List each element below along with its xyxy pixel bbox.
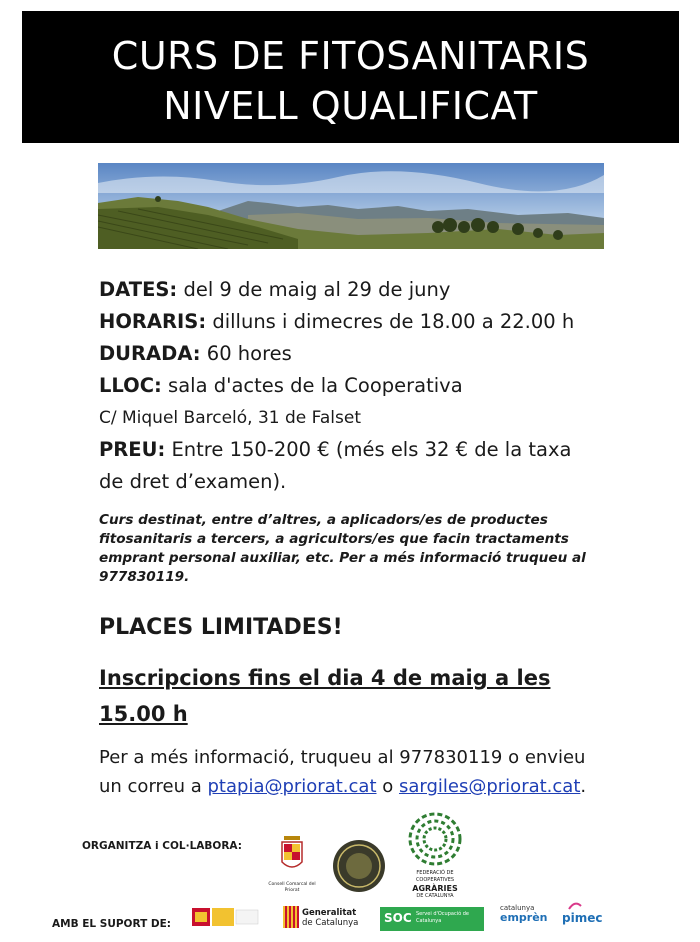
preu-value: Entre 150-200 € (més els 32 € de la taxa xyxy=(171,438,572,461)
title-line-1: CURS DE FITOSANITARIS xyxy=(111,34,590,78)
preu-label: PREU: xyxy=(99,438,166,461)
empren-text: emprèn xyxy=(500,911,548,924)
preu-row xyxy=(99,434,659,466)
title-banner xyxy=(22,11,679,143)
dates-value: del 9 de maig al 29 de juny xyxy=(183,278,451,301)
inscription-deadline xyxy=(99,660,579,732)
fcac-text-1: FEDERACIÓ DE xyxy=(416,870,454,876)
contact-prefix: un correu a xyxy=(99,776,208,797)
soc-logo xyxy=(380,907,484,931)
pimec-text: pimec xyxy=(562,911,603,925)
fcac-text-4: DE CATALUNYA xyxy=(416,893,454,899)
consell-comarcal-logo xyxy=(262,832,322,893)
vineyard-landscape-photo xyxy=(98,163,604,249)
horaris-label: HORARIS: xyxy=(99,310,207,333)
lloc-label: LLOC: xyxy=(99,374,162,397)
note-line-3: emprant personal auxiliar, etc. Per a més informació truqueu al xyxy=(99,550,586,566)
catalunya-text: catalunya xyxy=(500,904,535,912)
inscription-line-2: 15.00 h xyxy=(99,702,188,726)
fcac-text-2: COOPERATIVES xyxy=(415,877,455,883)
dates-label: DATES: xyxy=(99,278,178,301)
course-details xyxy=(99,274,659,498)
suport-label: AMB EL SUPORT DE: xyxy=(52,918,171,930)
note-line-4: 977830119. xyxy=(99,569,190,585)
address-row: C/ Miquel Barceló, 31 de Falset xyxy=(99,408,362,428)
fcac-text-3: AGRÀRIES xyxy=(412,884,458,893)
pimec-logo xyxy=(562,902,610,930)
soc-text: Servei d'Ocupació de Catalunya xyxy=(416,911,469,924)
generalitat-logo xyxy=(283,906,363,932)
catalunya-empren-logo xyxy=(500,904,552,930)
email-link-ptapia[interactable]: ptapia@priorat.cat xyxy=(207,776,377,797)
email-link-sargiles[interactable]: sargiles@priorat.cat xyxy=(398,776,581,797)
pimec-swoosh-icon xyxy=(568,902,582,910)
note-line-1: Curs destinat, entre d’altres, a aplicadors/es de productes xyxy=(99,512,548,528)
gobierno-espana-logo xyxy=(192,906,260,928)
fcac-logo xyxy=(398,812,472,906)
contact-line-1: Per a més informació, truqueu al 977830119 o envieu xyxy=(99,747,586,768)
contact-joiner: o xyxy=(376,776,399,797)
lloc-value: sala d'actes de la Cooperativa xyxy=(168,374,463,397)
dates-row xyxy=(99,274,659,306)
contact-suffix: . xyxy=(580,776,587,797)
organitza-label: ORGANITZA i COL·LABORA: xyxy=(82,840,242,852)
generalitat-text-2: de Catalunya xyxy=(302,918,359,928)
places-limitades: PLACES LIMITADES! xyxy=(99,615,343,640)
cooperativa-falset-logo xyxy=(331,838,387,894)
consell-shield-icon xyxy=(262,832,322,878)
fcac-rings-icon xyxy=(408,812,462,866)
lloc-row xyxy=(99,370,659,402)
durada-value: 60 hores xyxy=(206,342,292,365)
note-line-2: fitosanitaris a tercers, a agricultors/es que facin tractaments xyxy=(99,531,569,547)
horaris-row xyxy=(99,306,659,338)
contact-line-2 xyxy=(99,772,659,801)
title-line-2: NIVELL QUALIFICAT xyxy=(163,84,538,128)
preu-row-2: de dret d’examen). xyxy=(99,470,287,493)
durada-label: DURADA: xyxy=(99,342,201,365)
consell-text: Consell Comarcal del Priorat xyxy=(268,882,316,893)
durada-row xyxy=(99,338,659,370)
soc-abbr: SOC xyxy=(384,911,412,925)
senyera-icon xyxy=(283,906,299,928)
course-target-note xyxy=(99,511,609,587)
contact-info xyxy=(99,743,659,801)
horaris-value: dilluns i dimecres de 18.00 a 22.00 h xyxy=(212,310,575,333)
generalitat-text-1: Generalitat xyxy=(302,908,357,918)
inscription-line-1: Inscripcions fins el dia 4 de maig a les xyxy=(99,666,551,690)
